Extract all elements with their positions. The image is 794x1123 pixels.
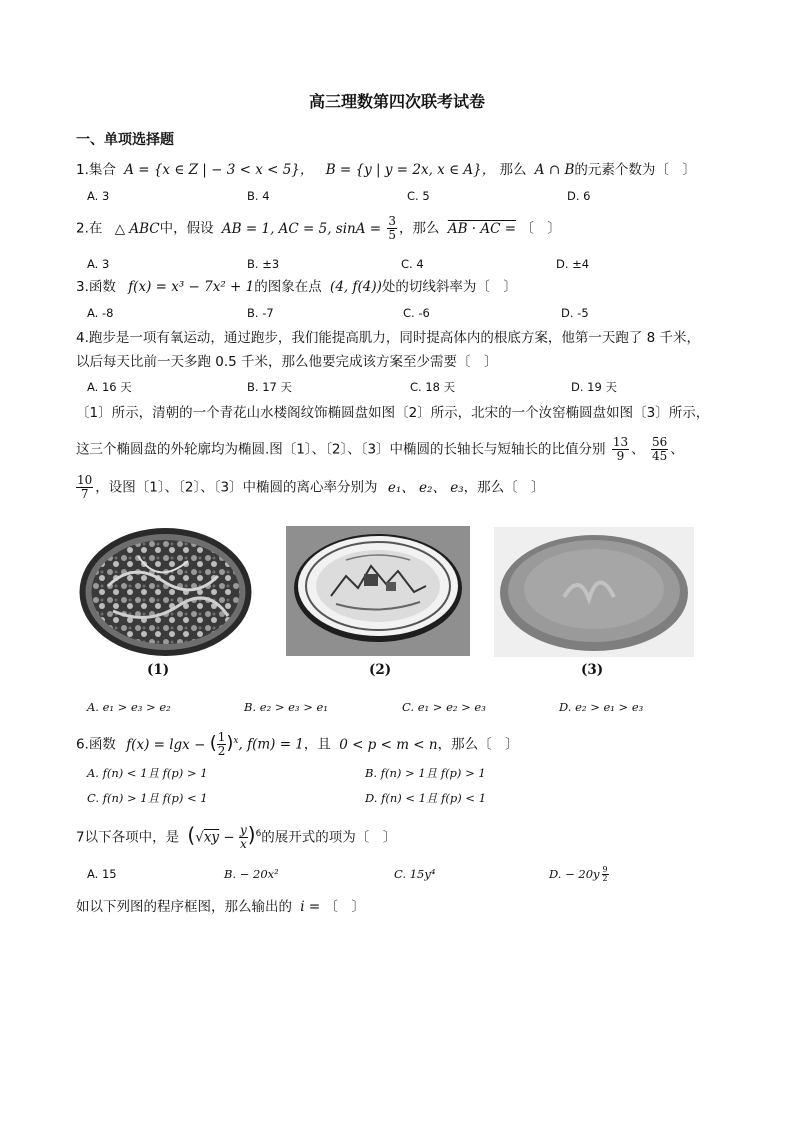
question-4-option-d: D. 19 天	[571, 380, 617, 394]
question-7-stem: 7以下各项中，是 (√xy − $\frac{y}{x}$ )$^6$的展开式的项为〔 〕	[76, 822, 397, 851]
photo-2-caption: (2)	[369, 662, 392, 678]
question-4-option-a: A. 16 天	[87, 380, 132, 394]
question-3-option-a: A. -8	[87, 306, 114, 320]
question-2-stem: 2.在 △ ABC中，假设 AB = 1, AC = 5, sinA = $\frac{3}{5}$ ，那么 AB · AC = 〔 〕	[76, 214, 561, 242]
question-1-option-c: C. 5	[407, 189, 430, 203]
porcelain-plate-photo	[286, 526, 470, 656]
question-6-option-a: A. f(n) < 1且 f(p) > 1	[87, 766, 208, 780]
question-5-option-b: B. e₂ > e₃ > e₁	[244, 700, 328, 714]
question-1-stem: 1.集合 A = {x ∈ Z | − 3 < x < 5}， B = {y | y = 2x, x ∈ A}， 那么 A ∩ B的元素个数为〔 〕	[76, 162, 696, 178]
paper-title: 高三理数第四次联考试卷	[308, 92, 485, 111]
photo-3-caption: (3)	[581, 662, 604, 678]
question-8-stem: 如以下列图的程序框图，那么输出的 i = 〔 〕	[76, 899, 366, 915]
question-2-option-a: A. 3	[87, 257, 110, 271]
question-1-option-a: A. 3	[87, 189, 110, 203]
question-5-option-c: C. e₁ > e₂ > e₃	[402, 700, 486, 714]
question-4-option-c: C. 18 天	[410, 380, 456, 394]
question-1-option-d: D. 6	[567, 189, 591, 203]
question-3-option-d: D. -5	[561, 306, 589, 320]
question-4-line-1: 4.跑步是一项有氧运动，通过跑步，我们能提高肌力，同时提高体内的根底方案，他第一天跑了 8 千米，	[76, 330, 701, 346]
question-3-option-c: C. -6	[403, 306, 430, 320]
question-5-option-a: A. e₁ > e₃ > e₂	[87, 700, 171, 714]
question-6-option-d: D. f(n) < 1且 f(p) < 1	[365, 791, 487, 805]
question-3-stem: 3.函数 f(x) = x³ − 7x² + 1的图象在点 (4, f(4))处的切线斜率为〔 〕	[76, 279, 517, 295]
question-6-option-c: C. f(n) > 1且 f(p) < 1	[87, 791, 208, 805]
lacquer-plate-photo	[78, 526, 253, 658]
section-heading: 一、单项选择题	[76, 132, 174, 148]
ru-ware-plate-photo	[494, 527, 694, 657]
question-4-line-2: 以后每天比前一天多跑 0.5 千米，那么他要完成该方案至少需要〔 〕	[76, 354, 498, 370]
question-5-option-d: D. e₂ > e₁ > e₃	[559, 700, 644, 714]
question-7-option-a: A. 15	[87, 867, 117, 881]
question-5-line-3: $\frac{10}{7}$ ，设图〔1〕、〔2〕、〔3〕中椭圆的离心率分别为 e₁、 e₂、 e₃，那么〔 〕	[77, 473, 545, 501]
question-5-line-2: 这三个椭圆盘的外轮廓均为椭圆.图〔1〕、〔2〕、〔3〕中椭圆的长轴长与短轴长的比值分别 $\frac{13}{9}$ 、 $\frac{56}{45}$ 、	[76, 435, 684, 463]
question-3-option-b: B. -7	[247, 306, 274, 320]
question-2-option-d: D. ±4	[556, 257, 590, 271]
question-4-option-b: B. 17 天	[247, 380, 292, 394]
question-7-option-d: D. − 20y $\frac{9}{2}$	[549, 865, 608, 883]
question-6-option-b: B. f(n) > 1且 f(p) > 1	[365, 766, 486, 780]
question-5-line-1: 〔1〕所示，清朝的一个青花山水楼阁纹饰椭圆盘如图〔2〕所示，北宋的一个汝窑椭圆盘如图〔3〕所示，	[76, 405, 710, 421]
photo-1-caption: (1)	[147, 662, 170, 678]
question-6-stem: 6.函数 f(x) = lgx − ( $\frac{1}{2}$ )$^x$, f(m) = 1，且 0 < p < m < n，那么〔 〕	[76, 730, 519, 758]
question-2-option-b: B. ±3	[247, 257, 280, 271]
question-1-option-b: B. 4	[247, 189, 270, 203]
question-7-option-c: C. 15y⁴	[394, 867, 436, 881]
question-7-option-b: B. − 20x²	[224, 867, 279, 881]
question-2-option-c: C. 4	[401, 257, 424, 271]
